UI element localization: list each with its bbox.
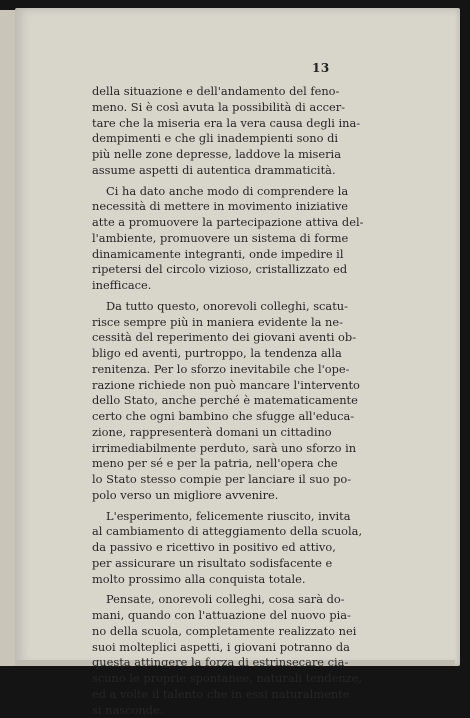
text-line: l'ambiente, promuovere un sistema di forme bbox=[92, 231, 329, 247]
text-line: bligo ed aventi, purtroppo, la tendenza alla bbox=[92, 346, 329, 362]
text-line: Da tutto questo, onorevoli colleghi, scatu- bbox=[92, 299, 329, 315]
text-line: più nelle zone depresse, laddove la miseria bbox=[92, 147, 329, 163]
text-line: dello Stato, anche perché è matematicamente bbox=[92, 393, 329, 409]
text-line: inefficace. bbox=[92, 278, 329, 294]
text-line: tare che la miseria era la vera causa degli ina- bbox=[92, 116, 329, 132]
paragraph bbox=[92, 184, 329, 294]
text-line: meno. Si è così avuta la possibilità di accer- bbox=[92, 100, 329, 116]
text-line: cessità del reperimento dei giovani aventi ob- bbox=[92, 330, 329, 346]
paragraph bbox=[92, 509, 329, 588]
text-line: dinamicamente integranti, onde impedire il bbox=[92, 247, 329, 263]
text-line: certo che ogni bambino che sfugge all'educa- bbox=[92, 409, 329, 425]
text-line: Pensate, onorevoli colleghi, cosa sarà do- bbox=[92, 592, 329, 608]
text-line: no della scuola, completamente realizzato nei bbox=[92, 624, 329, 640]
text-line: zione, rappresenterà domani un cittadino bbox=[92, 425, 329, 441]
text-line: molto prossimo alla conquista totale. bbox=[92, 572, 329, 588]
text-line: razione richiede non può mancare l'intervento bbox=[92, 378, 329, 394]
text-line: assume aspetti di autentica drammaticità. bbox=[92, 163, 329, 179]
text-line: suoi molteplici aspetti, i giovani potranno da bbox=[92, 640, 329, 656]
text-line: da passivo e ricettivo in positivo ed attivo, bbox=[92, 540, 329, 556]
text-line: risce sempre più in maniera evidente la ne- bbox=[92, 315, 329, 331]
text-line: scuno le proprie spontanee, naturali tendenze, bbox=[92, 671, 329, 687]
text-line: dempimenti e che gli inadempienti sono di bbox=[92, 131, 329, 147]
page-number: 13 bbox=[312, 61, 330, 75]
text-line: atte a promuovere la partecipazione attiva del- bbox=[92, 215, 329, 231]
text-line: lo Stato stesso compie per lanciare il suo po- bbox=[92, 472, 329, 488]
text-line: Ci ha dato anche modo di comprendere la bbox=[92, 184, 329, 200]
text-line: ed a volte il talento che in essi naturalmente bbox=[92, 687, 329, 703]
text-line: della situazione e dell'andamento del feno- bbox=[92, 84, 329, 100]
text-line: necessità di mettere in movimento iniziative bbox=[92, 199, 329, 215]
body-text bbox=[92, 84, 329, 718]
text-line: meno per sé e per la patria, nell'opera che bbox=[92, 456, 329, 472]
text-line: renitenza. Per lo sforzo inevitabile che l'ope- bbox=[92, 362, 329, 378]
text-line: mani, quando con l'attuazione del nuovo pia- bbox=[92, 608, 329, 624]
text-line: si nasconde. bbox=[92, 703, 329, 718]
text-line: irrimediabilmente perduto, sarà uno sforzo in bbox=[92, 441, 329, 457]
paragraph bbox=[92, 84, 329, 179]
paragraph bbox=[92, 592, 329, 718]
text-line: ripetersi del circolo vizioso, cristallizzato ed bbox=[92, 262, 329, 278]
text-line: polo verso un migliore avvenire. bbox=[92, 488, 329, 504]
text-line: questa attingere la forza di estrinsecare cia- bbox=[92, 655, 329, 671]
paragraph bbox=[92, 299, 329, 504]
text-line: al cambiamento di atteggiamento della scuola, bbox=[92, 524, 329, 540]
text-line: per assicurare un risultato sodisfacente e bbox=[92, 556, 329, 572]
text-line: L'esperimento, felicemente riuscito, invita bbox=[92, 509, 329, 525]
